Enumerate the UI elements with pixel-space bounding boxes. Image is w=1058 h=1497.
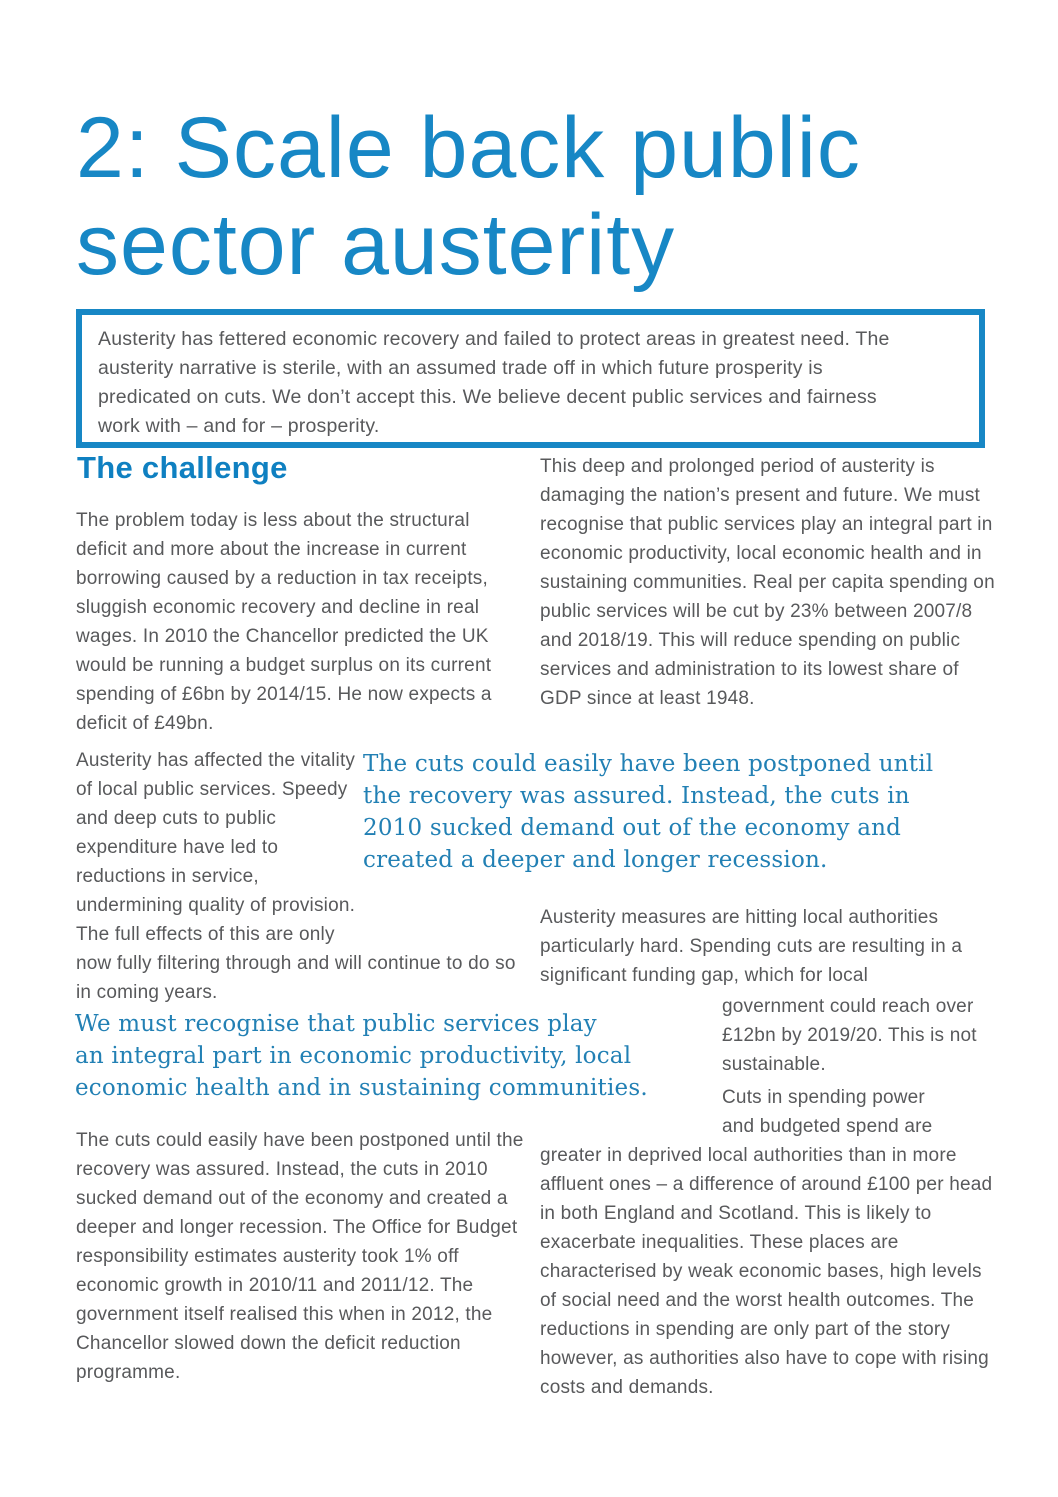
- right-column-paragraph-2-part-1: Austerity measures are hitting local authorities particularly hard. Spending cuts are resulting in a significant funding gap, which for local: [540, 907, 963, 986]
- page-title-line-1: 2: Scale back public: [76, 100, 861, 196]
- pull-quote-2-line-1: We must recognise that public services play: [75, 1011, 597, 1037]
- left-column-paragraph-3: The cuts could easily have been postponed until the recovery was assured. Instead, the cuts in 2010 sucked demand out of the economy and created a deeper and longer recession. The Office for Budget responsibility estimates austerity took 1% off economic growth in 2010/11 and 2011/12. The government itself realised this when in 2012, the Chancellor slowed down the deficit reduction programme.: [76, 1130, 524, 1383]
- pull-quote-2: [75, 1008, 648, 1104]
- page-title: [76, 100, 861, 294]
- right-column-paragraph-3-part-1: Cuts in spending power and budgeted spend are: [722, 1087, 933, 1137]
- right-column-paragraph-2-part-2: government could reach over £12bn by 2019/20. This is not sustainable.: [722, 996, 977, 1075]
- pull-quote-1-line-2: the recovery was assured. Instead, the cuts in: [363, 783, 910, 809]
- right-column-paragraph-1: This deep and prolonged period of austerity is damaging the nation’s present and future. We must recognise that public services play an integral part in economic productivity, local economic health and in sustaining communities. Real per capita spending on public services will be cut by 23% between 2007/8 and 2018/19. This will reduce spending on public services and administration to its lowest share of GDP since at least 1948.: [540, 456, 995, 709]
- pull-quote-1-line-1: The cuts could easily have been postponed until: [363, 751, 934, 777]
- left-column-paragraph-2-text: Austerity has affected the vitality of local public services. Speedy and deep cuts to public expenditure have led to reductions in service, undermining quality of provision. The full effects of this are only now fully filtering through and will continue to do so in coming years.: [76, 750, 516, 1003]
- pull-quote-1-line-4: created a deeper and longer recession.: [363, 847, 828, 873]
- summary-callout-box: [76, 309, 985, 448]
- pull-quote-1: [363, 748, 933, 876]
- section-heading-the-challenge: The challenge: [77, 450, 288, 485]
- pull-quote-1-line-3: 2010 sucked demand out of the economy and: [363, 815, 902, 841]
- left-column-paragraph-1: The problem today is less about the structural deficit and more about the increase in current borrowing caused by a reduction in tax receipts, sluggish economic recovery and decline in real wages. In 2010 the Chancellor predicted the UK would be running a budget surplus on its current spending of £6bn by 2014/15. He now expects a deficit of £49bn.: [76, 510, 492, 734]
- page-title-line-2: sector austerity: [76, 197, 676, 293]
- right-column-paragraph-3-part-2: greater in deprived local authorities than in more affluent ones – a difference of around £100 per head in both England and Scotland. This is likely to exacerbate inequalities. These places are characterised by weak economic bases, high levels of social need and the worst health outcomes. The reductions in spending are only part of the story however, as authorities also have to cope with rising costs and demands.: [540, 1145, 993, 1398]
- pull-quote-2-line-2: an integral part in economic productivity, local: [75, 1043, 632, 1069]
- pull-quote-2-line-3: economic health and in sustaining communities.: [75, 1075, 648, 1101]
- summary-callout-text: Austerity has fettered economic recovery and failed to protect areas in greatest need. The austerity narrative is sterile, with an assumed trade off in which future prosperity is predicated on cuts. We don’t accept this. We believe decent public services and fairness work with – and for – prosperity.: [98, 328, 890, 437]
